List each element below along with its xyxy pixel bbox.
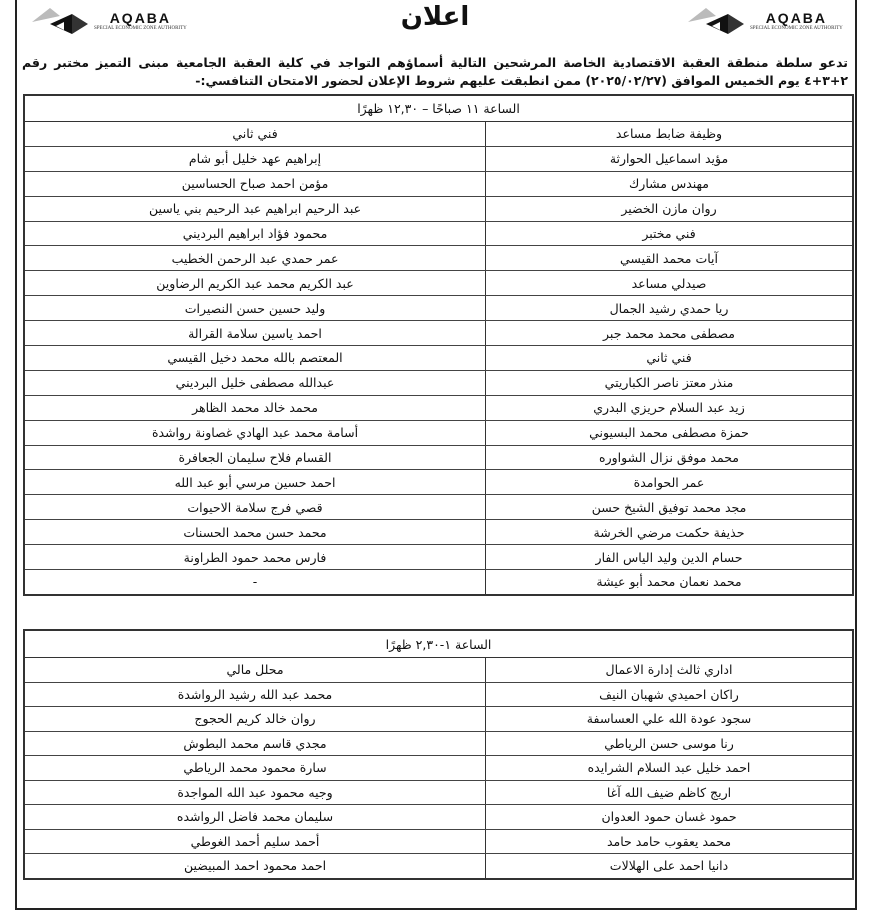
cell-right: اداري ثالث إدارة الاعمال — [485, 658, 852, 682]
cell-right: حمود غسان حمود العدوان — [485, 805, 852, 829]
table-row — [25, 421, 852, 446]
cell-left: احمد ياسين سلامة القرالة — [188, 325, 322, 341]
cell-left: محلل مالي — [226, 662, 284, 678]
cell-left: المعتصم بالله محمد دخيل القيسي — [167, 350, 343, 366]
cell-right: رنا موسى حسن الرياطي — [485, 732, 852, 756]
cell-right: اريج كاظم ضيف الله آغا — [485, 781, 852, 805]
cell-right: حذيفة حكمت مرضي الخرشة — [485, 520, 852, 544]
table-row — [25, 520, 852, 545]
cell-left: فني ثاني — [232, 126, 278, 142]
table-row — [25, 707, 852, 732]
cell-left: احمد محمود احمد المبيضين — [183, 858, 327, 874]
cell-right: مصطفى محمد محمد جبر — [485, 321, 852, 345]
cell-right: دانيا احمد على الهلالات — [485, 854, 852, 878]
cell-left: سليمان محمد فاضل الرواشده — [176, 809, 334, 825]
cell-right: محمد نعمان محمد أبو عيشة — [485, 570, 852, 594]
session-table-1 — [23, 94, 854, 596]
logo-subtitle: SPECIAL ECONOMIC ZONE AUTHORITY — [750, 26, 843, 31]
table-row — [25, 396, 852, 421]
table-row — [25, 570, 852, 594]
table-row — [25, 495, 852, 520]
cell-right: روان مازن الخضير — [485, 197, 852, 221]
table-row — [25, 732, 852, 757]
table-row — [25, 545, 852, 570]
cell-left: قصي فرج سلامة الاحيوات — [187, 499, 323, 515]
cell-left: إبراهيم عهد خليل أبو شام — [188, 151, 322, 167]
table-row — [25, 781, 852, 806]
cell-left: وليد حسين حسن النصيرات — [184, 300, 326, 316]
cell-left: عبدالله مصطفى خليل البرديني — [175, 375, 335, 391]
table-row — [25, 246, 852, 271]
cell-left: روان خالد كريم الحجوج — [194, 711, 316, 727]
cell-left: محمد حسن محمد الحسنات — [183, 524, 327, 540]
table-row — [25, 122, 852, 147]
cell-right: صيدلي مساعد — [485, 271, 852, 295]
cell-left: عمر حمدي عبد الرحمن الخطيب — [171, 250, 339, 266]
cell-left: عبد الكريم محمد عبد الكريم الرضاوين — [156, 275, 354, 291]
table-row — [25, 271, 852, 296]
cell-left: أحمد سليم أحمد الغوطي — [190, 833, 320, 849]
cell-left: احمد حسين مرسي أبو عبد الله — [174, 474, 336, 490]
cell-right: زيد عبد السلام حريزي البدري — [485, 396, 852, 420]
cell-left: القسام فلاح سليمان الجعافرة — [178, 450, 332, 466]
cell-left: - — [252, 574, 258, 590]
session-time: الساعة ١-٢,٣٠ ظهرًا — [25, 631, 852, 658]
logo-brand: AQABA — [109, 10, 172, 26]
table-row — [25, 805, 852, 830]
table-row — [25, 147, 852, 172]
logo-brand: AQABA — [765, 10, 828, 26]
cell-left: عبد الرحيم ابراهيم عبد الرحيم بني ياسين — [148, 201, 362, 217]
session-table-2 — [23, 629, 854, 880]
table-row — [25, 446, 852, 471]
cell-left: محمد عبد الله رشيد الرواشدة — [177, 686, 333, 702]
session-time: الساعة ١١ صباحًا – ١٢,٣٠ ظهرًا — [25, 96, 852, 122]
table-row — [25, 197, 852, 222]
cell-right: عمر الحوامدة — [485, 470, 852, 494]
intro-text: تدعو سلطة منطقة العقبة الاقتصادية الخاصة المرشحين التالية أسماؤهم التواجد في كلية العقبة الجامعية مبنى التميز مختبر رقم ٢+٣+٤ يوم الخميس الموافق (٢٠٢٥/٠٢/٢٧) ممن انطبقت عليهم شروط الإعلان لحضور الامتحان التنافسي:- — [22, 55, 848, 88]
cell-right: محمد يعقوب حامد حامد — [485, 830, 852, 854]
table-row — [25, 296, 852, 321]
cell-right: آيات محمد القيسي — [485, 246, 852, 270]
table-row — [25, 830, 852, 855]
cell-right: منذر معتز ناصر الكباريتي — [485, 371, 852, 395]
cell-left: مجدي قاسم محمد البطوش — [183, 735, 327, 751]
cell-right: احمد خليل عبد السلام الشرايده — [485, 756, 852, 780]
table-row — [25, 683, 852, 708]
cell-right: حمزة مصطفى محمد البسيوني — [485, 421, 852, 445]
table-row — [25, 854, 852, 878]
table-row — [25, 756, 852, 781]
cell-right: محمد موفق نزال الشواوره — [485, 446, 852, 470]
table-row — [25, 346, 852, 371]
table-row — [25, 321, 852, 346]
cell-right: وظيفة ضابط مساعد — [485, 122, 852, 146]
cell-right: فني مختبر — [485, 222, 852, 246]
cell-right: مجد محمد توفيق الشيخ حسن — [485, 495, 852, 519]
cell-right: سجود عودة الله علي العساسفة — [485, 707, 852, 731]
cell-right: حسام الدين وليد الياس الفار — [485, 545, 852, 569]
table-row — [25, 172, 852, 197]
table-row — [25, 658, 852, 683]
cell-left: محمد خالد محمد الظاهر — [192, 400, 318, 416]
table-row — [25, 222, 852, 247]
logo-subtitle: SPECIAL ECONOMIC ZONE AUTHORITY — [94, 26, 187, 31]
cell-left: أسامة محمد عبد الهادي غصاونة رواشدة — [151, 425, 359, 441]
cell-right: فني ثاني — [485, 346, 852, 370]
cell-right: مؤيد اسماعيل الحوارثة — [485, 147, 852, 171]
cell-left: فارس محمد حمود الطراونة — [183, 549, 327, 565]
cell-left: سارة محمود محمد الرياطي — [183, 760, 327, 776]
table-row — [25, 371, 852, 396]
cell-right: راكان احميدي شهبان النيف — [485, 683, 852, 707]
cell-left: وجيه محمود عبد الله المواجدة — [177, 784, 333, 800]
cell-right: ريا حمدي رشيد الجمال — [485, 296, 852, 320]
page-title: اعلان — [400, 2, 470, 32]
cell-left: محمود فؤاد ابراهيم البرديني — [182, 226, 328, 241]
cell-left: مؤمن احمد صباح الحساسين — [181, 176, 329, 192]
cell-right: مهندس مشارك — [485, 172, 852, 196]
table-row — [25, 470, 852, 495]
